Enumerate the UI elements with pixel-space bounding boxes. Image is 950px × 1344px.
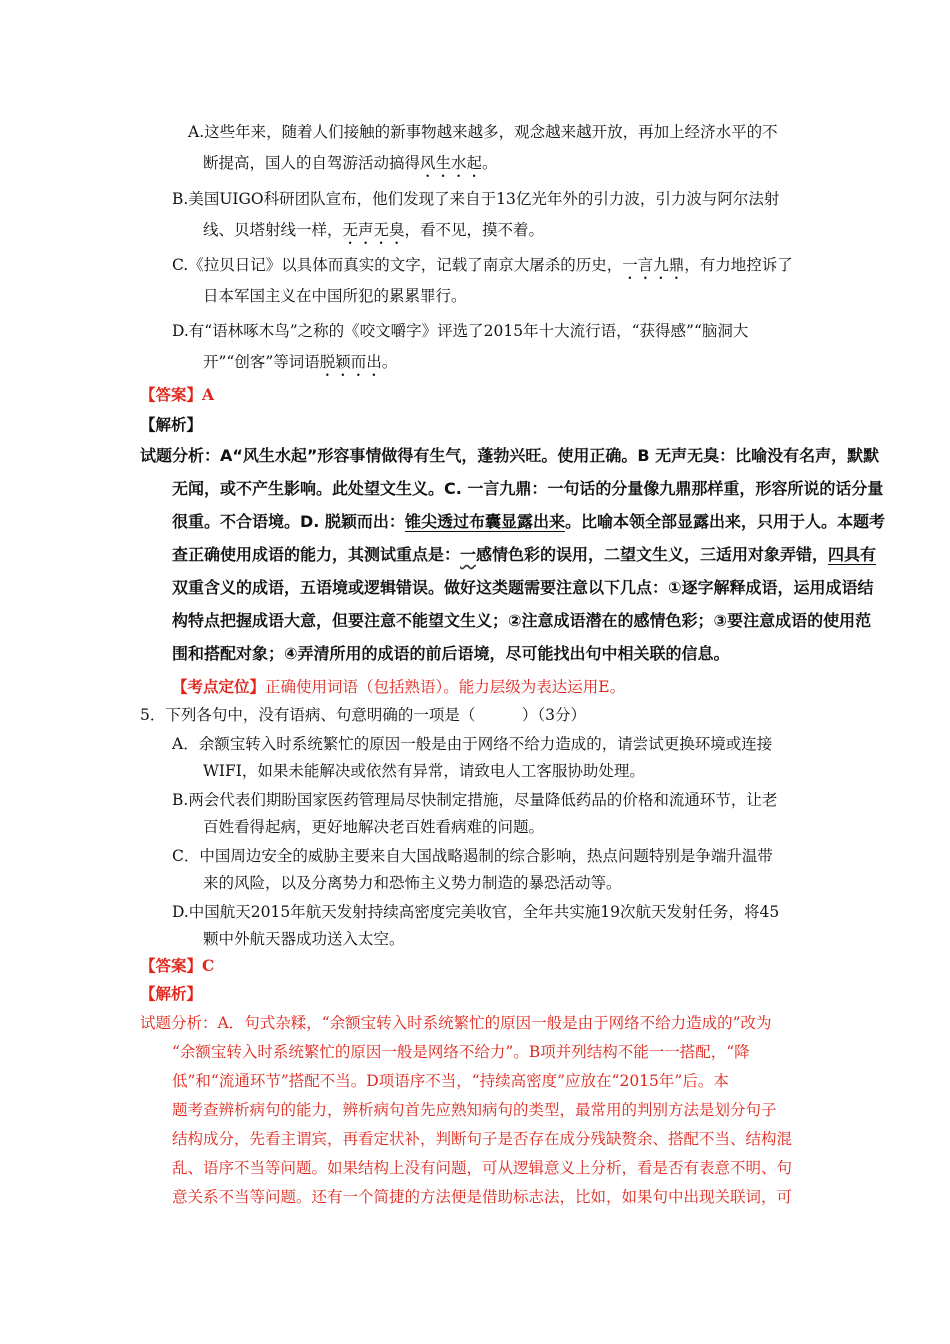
q4-analysis-line-1: 试题分析：A“风生水起”形容事情做得有生气，蓬勃兴旺。使用正确。B 无声无臭：比喻没有名声，默默 bbox=[140, 446, 880, 465]
q4-option-b-line1: B.美国UIGO科研团队宣布，他们发现了来自于13亿光年外的引力波，引力波与阿尔法射 bbox=[172, 190, 780, 208]
q5-option-a-line2: WIFI，如果未能解决或依然有异常，请致电人工客服协助处理。 bbox=[203, 762, 645, 780]
q4-option-a-line2: 断提高，国人的自驾游活动搞得风生水起。 bbox=[203, 154, 498, 172]
q4-option-d-line2: 开”“创客”等词语脱颖而出。 bbox=[203, 353, 398, 371]
q5-analysis-heading: 【解析】 bbox=[140, 984, 203, 1003]
q4-option-c-line1: C.《拉贝日记》以具体而真实的文字，记载了南京大屠杀的历史，一言九鼎，有力地控诉了 bbox=[172, 256, 793, 274]
q5-analysis-line-1: 试题分析：A．句式杂糅，“余额宝转入时系统繁忙的原因一般是由于网络不给力造成的”改为 bbox=[140, 1014, 772, 1032]
q4-option-d-line1: D.有“语林啄木鸟”之称的《咬文嚼字》评选了2015年十大流行语，“获得感”“脑洞大 bbox=[172, 322, 749, 340]
q5-option-b-line2: 百姓看得起病，更好地解决老百姓看病难的问题。 bbox=[203, 818, 545, 836]
q4-option-b-line2: 线、贝塔射线一样，无声无臭，看不见，摸不着。 bbox=[203, 221, 545, 239]
q5-analysis-line-2: “余额宝转入时系统繁忙的原因一般是网络不给力”。B项并列结构不能一一搭配，“降 bbox=[172, 1043, 750, 1061]
q4-analysis-line-7: 围和搭配对象；④弄清所用的成语的前后语境，尽可能找出句中相关联的信息。 bbox=[172, 644, 730, 663]
q5-option-a-line1: A．余额宝转入时系统繁忙的原因一般是由于网络不给力造成的，请尝试更换环境或连接 bbox=[172, 735, 773, 753]
q5-option-d-line1: D.中国航天2015年航天发射持续高密度完美收官，全年共实施19次航天发射任务，将45 bbox=[172, 903, 780, 921]
q5-option-b-line1: B.两会代表们期盼国家医药管理局尽快制定措施，尽量降低药品的价格和流通环节，让老 bbox=[172, 791, 778, 809]
q4-analysis-line-2: 无闻，或不产生影响。此处望文生义。C. 一言九鼎：一句话的分量像九鼎那样重，形容所说的话分量 bbox=[172, 479, 884, 498]
q5-analysis-line-5: 结构成分，先看主谓宾，再看定状补，判断句子是否存在成分残缺赘余、搭配不当、结构混 bbox=[172, 1130, 793, 1148]
q5-analysis-line-4: 题考查辨析病句的能力，辨析病句首先应熟知病句的类型，最常用的判别方法是划分句子 bbox=[172, 1101, 777, 1119]
q4-analysis-line-3: 很重。不合语境。D. 脱颖而出：锥尖透过布囊显露出来。比喻本领全部显露出来，只用于人。本题考 bbox=[172, 512, 885, 531]
q4-analysis-line-5: 双重含义的成语，五语境或逻辑错误。做好这类题需要注意以下几点：①逐字解释成语，运用成语结 bbox=[172, 578, 874, 597]
idiom-marked: 风生水起 bbox=[420, 154, 483, 172]
q5-analysis-line-6: 乱、语序不当等问题。如果结构上没有问题，可从逻辑意义上分析，看是否有表意不明、句 bbox=[172, 1159, 793, 1177]
q4-analysis-line-6: 构特点把握成语大意，但要注意不能望文生义；②注意成语潜在的感情色彩；③要注意成语的使用范 bbox=[172, 611, 872, 630]
q4-analysis-line-4: 查正确使用成语的能力，其测试重点是：一感情色彩的误用，二望文生义，三适用对象弄错，四具有 bbox=[172, 545, 877, 564]
q5-analysis-line-3: 低”和“流通环节”搭配不当。D项语序不当，“持续高密度”应放在“2015年”后。本 bbox=[172, 1072, 729, 1090]
idiom-marked: 无声无臭 bbox=[342, 221, 405, 239]
idiom-marked: 一言九鼎 bbox=[622, 256, 685, 274]
q4-analysis-heading: 【解析】 bbox=[140, 415, 203, 434]
q5-option-d-line2: 颗中外航天器成功送入太空。 bbox=[203, 930, 405, 948]
idiom-marked: 脱颖而出 bbox=[319, 353, 382, 371]
q4-answer: 【答案】A bbox=[140, 385, 215, 404]
q4-option-a-line1: A.这些年来，随着人们接触的新事物越来越多，观念越来越开放，再加上经济水平的不 bbox=[188, 123, 778, 141]
q4-point-location: 【考点定位】正确使用词语（包括熟语）。能力层级为表达运用E。 bbox=[172, 677, 626, 696]
q5-stem: 5．下列各句中，没有语病、句意明确的一项是（ ）（3分） bbox=[140, 706, 586, 724]
q5-answer: 【答案】C bbox=[140, 956, 215, 975]
q4-option-c-line2: 日本军国主义在中国所犯的累累罪行。 bbox=[203, 287, 467, 305]
q5-option-c-line1: C．中国周边安全的威胁主要来自大国战略遏制的综合影响，热点问题特别是争端升温带 bbox=[172, 847, 773, 865]
q5-option-c-line2: 来的风险，以及分离势力和恐怖主义势力制造的暴恐活动等。 bbox=[203, 874, 622, 892]
q5-analysis-line-7: 意关系不当等问题。还有一个简捷的方法便是借助标志法，比如，如果句中出现关联词，可 bbox=[172, 1188, 793, 1206]
